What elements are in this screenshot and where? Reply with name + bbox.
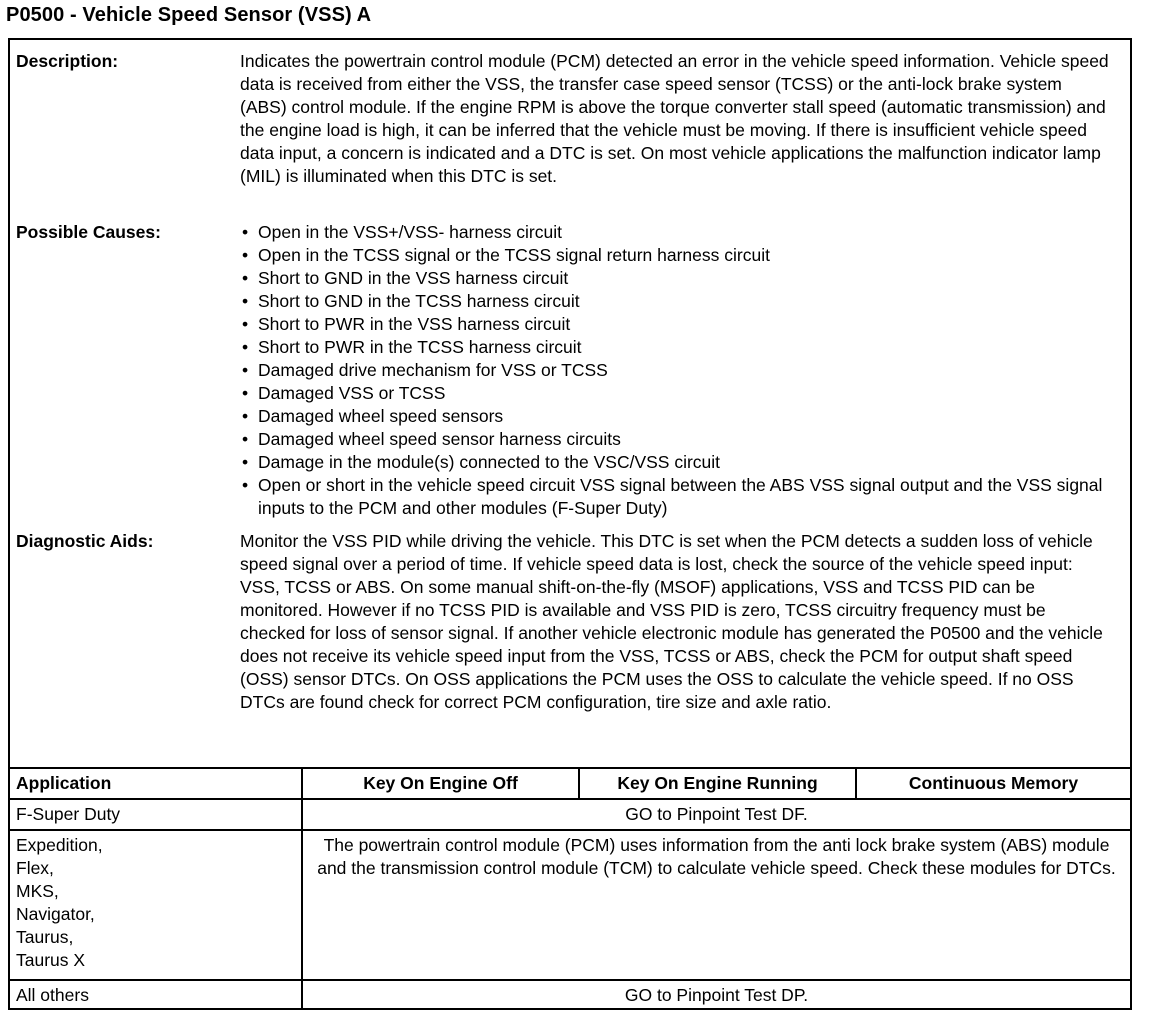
cause-item: • Short to PWR in the TCSS harness circuit (240, 336, 1112, 359)
cause-item: • Damaged VSS or TCSS (240, 382, 1112, 405)
cause-item: • Short to GND in the TCSS harness circuit (240, 290, 1112, 313)
cause-item: • Open or short in the vehicle speed circuit VSS signal between the ABS VSS signal output and the VSS signal inputs to the PCM and other modules (F-Super Duty) (240, 474, 1112, 520)
cause-item: • Damage in the module(s) connected to the VSC/VSS circuit (240, 451, 1112, 474)
header-key-on-engine-off: Key On Engine Off (301, 769, 578, 798)
cause-item: • Short to PWR in the VSS harness circuit (240, 313, 1112, 336)
cause-item: • Short to GND in the VSS harness circuit (240, 267, 1112, 290)
possible-causes-label: Possible Causes: (16, 222, 161, 242)
application-cell: Expedition, Flex, MKS, Navigator, Taurus, Taurus X (16, 835, 103, 970)
causes-list (240, 221, 1112, 520)
table-row (10, 981, 1130, 1010)
table-row (10, 800, 1130, 831)
pinpoint-test-table (10, 767, 1130, 1008)
application-cell: F-Super Duty (16, 804, 121, 824)
header-continuous-memory: Continuous Memory (855, 769, 1130, 798)
cause-item: • Damaged wheel speed sensor harness circuits (240, 428, 1112, 451)
test-instruction-cell: GO to Pinpoint Test DF. (301, 800, 1130, 829)
description-text: Indicates the powertrain control module (PCM) detected an error in the vehicle speed information. Vehicle speed data is received from either the VSS, the transfer case speed sensor (TCSS) or the anti-lock brake system (ABS) control module. If the engine RPM is above the torque converter stall speed (automatic transmission) and the engine load is high, it can be inferred that the vehicle must be moving. If there is insufficient vehicle speed data input, a concern is indicated and a DTC is set. On most vehicle applications the malfunction indicator lamp (MIL) is illuminated when this DTC is set. (240, 51, 1109, 186)
header-key-on-engine-running: Key On Engine Running (578, 769, 855, 798)
cause-item: • Damaged drive mechanism for VSS or TCSS (240, 359, 1112, 382)
header-application: Application (16, 773, 112, 793)
diagnostic-aids-text: Monitor the VSS PID while driving the vehicle. This DTC is set when the PCM detects a sudden loss of vehicle speed signal over a period of time. If vehicle speed data is lost, check the source of the vehicle speed input: VSS, TCSS or ABS. On some manual shift-on-the-fly (MSOF) applications, VSS and TCSS PID can be monitored. However if no TCSS PID is available and VSS PID is zero, TCSS circuitry frequency must be checked for loss of sensor signal. If another vehicle electronic module has generated the P0500 and the vehicle does not receive its vehicle speed input from the VSS, TCSS or ABS, check the PCM for output shaft speed (OSS) sensor DTCs. On OSS applications the PCM uses the OSS to calculate the vehicle speed. If no OSS DTCs are found check for correct PCM configuration, tire size and axle ratio. (240, 531, 1103, 712)
test-instruction-cell: The powertrain control module (PCM) uses information from the anti lock brake system (ABS) module and the transmission control module (TCM) to calculate vehicle speed. Check these modules for DTCs. (301, 831, 1130, 979)
table-row (10, 831, 1130, 981)
cause-item: • Open in the TCSS signal or the TCSS signal return harness circuit (240, 244, 1112, 267)
description-label: Description: (16, 51, 119, 71)
page-title: P0500 - Vehicle Speed Sensor (VSS) A (6, 4, 372, 26)
diagnostic-aids-label: Diagnostic Aids: (16, 531, 154, 551)
dtc-document-box (8, 38, 1132, 1010)
application-cell: All others (16, 985, 89, 1005)
table-header-row (10, 769, 1130, 800)
cause-item: • Open in the VSS+/VSS- harness circuit (240, 221, 1112, 244)
test-instruction-cell: GO to Pinpoint Test DP. (301, 981, 1130, 1010)
possible-causes-body (240, 221, 1112, 520)
cause-item: • Damaged wheel speed sensors (240, 405, 1112, 428)
